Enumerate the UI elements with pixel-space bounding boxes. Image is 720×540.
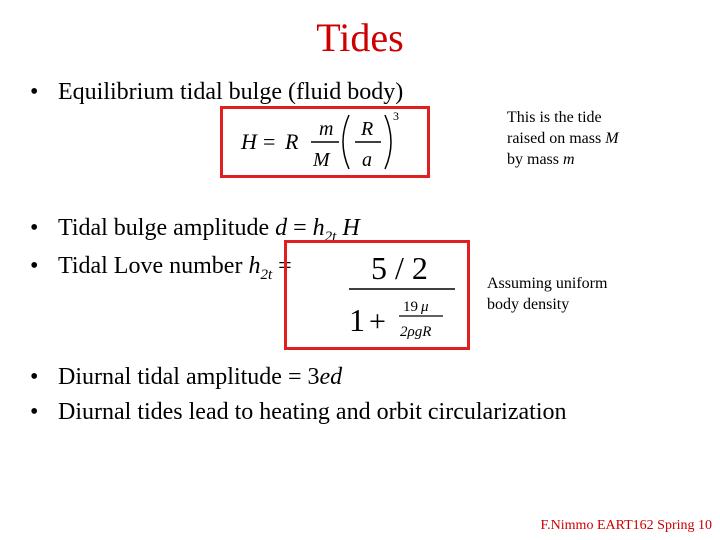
- bullet-dot: •: [30, 253, 39, 279]
- note-line: This is the tide: [507, 109, 602, 126]
- bullet-dot: •: [30, 364, 39, 390]
- slide-title: Tides: [316, 15, 404, 60]
- equilibrium-formula-box: [220, 106, 430, 178]
- formula-plus: +: [369, 305, 386, 338]
- slide-footer: F.Nimmo EART162 Spring 10: [540, 518, 712, 533]
- note-line: body density: [487, 296, 570, 313]
- note-line: raised on mass M: [507, 130, 619, 147]
- formula-R-ratio: R: [361, 118, 374, 140]
- note-line: Assuming uniform: [487, 275, 608, 292]
- bullet-dot: •: [30, 79, 39, 105]
- formula-M: M: [313, 149, 330, 171]
- formula-exponent: 3: [393, 109, 399, 123]
- equilibrium-formula: [223, 109, 427, 175]
- formula-m: m: [319, 118, 334, 140]
- love-number-formula: [287, 243, 467, 347]
- formula-mu: μ: [421, 299, 429, 315]
- note-uniform-density: [487, 273, 607, 315]
- formula-one: 1: [349, 302, 365, 338]
- formula-a: a: [362, 149, 372, 171]
- bullet-diurnal-amplitude: • Diurnal tidal amplitude = 3ed: [30, 364, 343, 390]
- formula-nineteen: 19: [403, 299, 418, 315]
- bullet-bulge-amplitude: • Tidal bulge amplitude $d = h_{2t}$ H: [30, 215, 360, 245]
- note-tide-raised: [507, 107, 619, 170]
- bullet-diurnal-heating: • Diurnal tides lead to heating and orbit circularization: [30, 399, 567, 425]
- formula-R: R: [285, 129, 299, 154]
- formula-H: H: [241, 129, 257, 154]
- formula-numerator: 5 / 2: [371, 250, 428, 286]
- bullet-text: Equilibrium tidal bulge (fluid body): [58, 79, 404, 105]
- bullet-love-number: • Tidal Love number $h_{2t}$ =: [30, 253, 292, 283]
- bullet-dot: •: [30, 399, 39, 425]
- note-line: by mass m: [507, 151, 575, 168]
- bullet-dot: •: [30, 215, 39, 241]
- bullet-equilibrium: [30, 80, 403, 104]
- love-number-formula-box: [284, 240, 470, 350]
- formula-denominator: 2ρgR: [400, 324, 432, 340]
- formula-equals: =: [263, 129, 276, 154]
